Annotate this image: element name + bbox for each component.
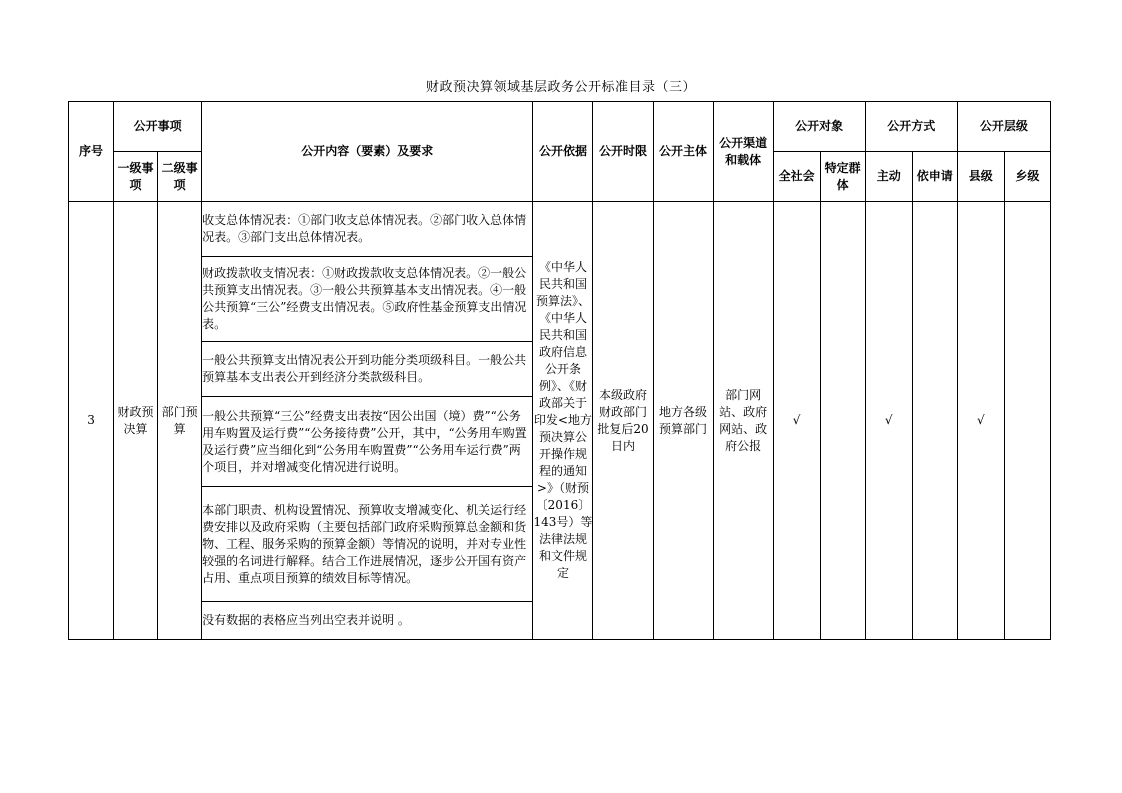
- row-level2: 部门预算: [158, 202, 202, 640]
- check-active: √: [865, 202, 912, 640]
- header-active: 主动: [865, 152, 912, 202]
- check-on-request: [912, 202, 957, 640]
- header-level1: 一级事项: [114, 152, 158, 202]
- header-content: 公开内容（要素）及要求: [202, 102, 533, 202]
- header-matters: 公开事项: [114, 102, 202, 152]
- header-level: 公开层级: [957, 102, 1050, 152]
- header-method: 公开方式: [865, 102, 957, 152]
- row-timelimit: 本级政府财政部门批复后20日内: [593, 202, 653, 640]
- row-basis: 《中华人民共和国预算法》、《中华人民共和国政府信息公开条例》、《财政部关于印发<地方预决算公开操作规程的通知>》（财预〔2016〕143号）等法律法规和文件规定: [533, 202, 593, 640]
- header-subject: 公开主体: [653, 102, 713, 202]
- check-specific-group: [820, 202, 865, 640]
- header-timelimit: 公开时限: [593, 102, 653, 202]
- row-level1: 财政预决算: [114, 202, 158, 640]
- header-channel: 公开渠道和载体: [713, 102, 773, 202]
- disclosure-standard-table: [68, 101, 1051, 640]
- header-all-society: 全社会: [773, 152, 820, 202]
- header-specific-group: 特定群体: [820, 152, 865, 202]
- header-seq: 序号: [69, 102, 114, 202]
- header-row-1: [69, 102, 1051, 152]
- content-item: 财政拨款收支情况表：①财政拨款收支总体情况表。②一般公共预算支出情况表。③一般公共预算基本支出情况表。④一般公共预算“三公”经费支出情况表。⑤政府性基金预算支出情况表。: [202, 257, 533, 342]
- table-row: [69, 202, 1051, 257]
- check-county: √: [957, 202, 1004, 640]
- content-item: 收支总体情况表：①部门收支总体情况表。②部门收入总体情况表。③部门支出总体情况表。: [202, 202, 533, 257]
- header-basis: 公开依据: [533, 102, 593, 202]
- content-item: 一般公共预算支出情况表公开到功能分类项级科目。一般公共预算基本支出表公开到经济分类款级科目。: [202, 342, 533, 397]
- content-item: 一般公共预算“三公”经费支出表按“因公出国（境）费”“公务用车购置及运行费”“公务接待费”公开，其中，“公务用车购置及运行费”应当细化到“公务用车购置费”“公务用车运行费”两个项目，并对增减变化情况进行说明。: [202, 397, 533, 487]
- content-item: 没有数据的表格应当列出空表并说明 。: [202, 602, 533, 640]
- header-county: 县级: [957, 152, 1004, 202]
- header-township: 乡级: [1004, 152, 1050, 202]
- row-seq: 3: [69, 202, 114, 640]
- document-title: 财政预决算领域基层政务公开标准目录（三）: [425, 80, 696, 95]
- row-channel: 部门网站、政府网站、政府公报: [713, 202, 773, 640]
- check-all-society: √: [773, 202, 820, 640]
- row-subject: 地方各级预算部门: [653, 202, 713, 640]
- header-on-request: 依申请: [912, 152, 957, 202]
- check-township: [1004, 202, 1050, 640]
- header-target: 公开对象: [773, 102, 865, 152]
- header-level2: 二级事项: [158, 152, 202, 202]
- content-item: 本部门职责、机构设置情况、预算收支增减变化、机关运行经费安排以及政府采购（主要包括部门政府采购预算总金额和货物、工程、服务采购的预算金额）等情况的说明，并对专业性较强的名词进行解释。结合工作进展情况，逐步公开国有资产占用、重点项目预算的绩效目标等情况。: [202, 487, 533, 602]
